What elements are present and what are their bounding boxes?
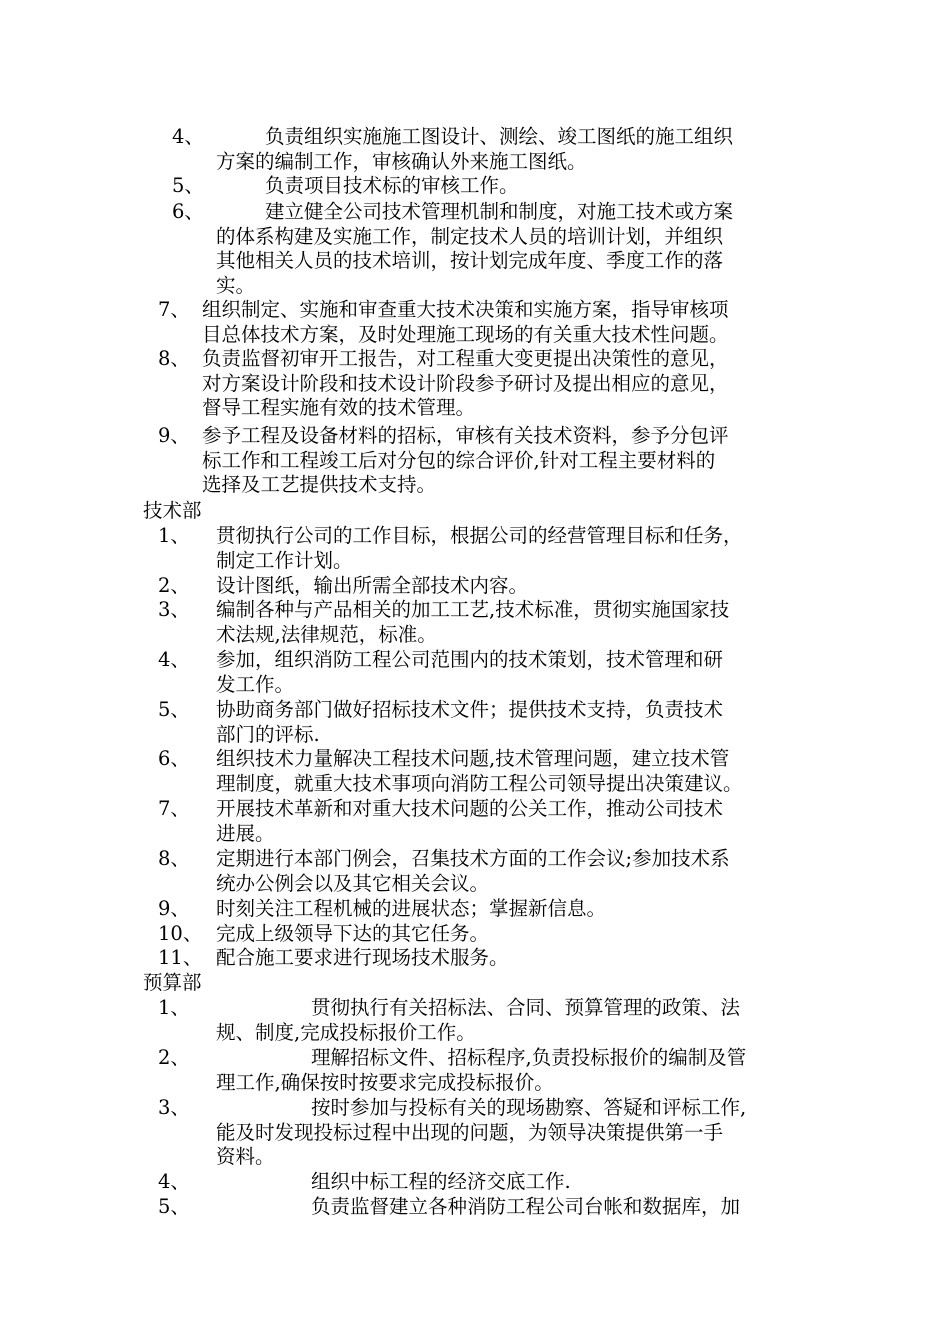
item-number: 9、: [158, 897, 190, 920]
item-text-line: 的体系构建及实施工作，制定技术人员的培训计划，并组织: [216, 224, 724, 248]
item-text-line: 时刻关注工程机械的进展状态；掌握新信息。: [216, 897, 607, 920]
item-number: 4、: [172, 125, 204, 148]
item-number: 5、: [158, 1195, 190, 1218]
item-number: 11、: [158, 946, 203, 969]
item-text-line: 参予工程及设备材料的招标，审核有关技术资料，参予分包评: [202, 424, 729, 447]
item-number: 7、: [158, 797, 190, 820]
item-text-line: 制定工作计划。: [216, 548, 353, 572]
item-number: 9、: [158, 424, 190, 447]
item-number: 2、: [158, 574, 190, 597]
item-number: 5、: [172, 174, 204, 197]
item-number: 2、: [158, 1046, 190, 1069]
item-text-line: 组织制定、实施和审查重大技术决策和实施方案，指导审核项: [202, 298, 729, 321]
item-text-line: 配合施工要求进行现场技术服务。: [216, 946, 509, 969]
item-text-line: 实。: [216, 273, 256, 297]
item-number: 4、: [158, 648, 190, 671]
item-text-line: 定期进行本部门例会，召集技术方面的工作会议;参加技术系: [216, 847, 730, 870]
item-text-line: 方案的编制工作，审核确认外来施工图纸。: [216, 149, 587, 173]
item-number: 6、: [158, 747, 190, 770]
item-number: 5、: [158, 698, 190, 721]
section-heading-tech: 技术部: [143, 499, 202, 522]
item-text-line: 目总体技术方案，及时处理施工现场的有关重大技术性问题。: [202, 322, 729, 346]
item-number: 1、: [158, 524, 190, 547]
item-text-line: 统办公例会以及其它相关会议。: [216, 871, 490, 895]
item-text-line: 选择及工艺提供技术支持。: [202, 473, 437, 496]
item-text-line: 督导工程实施有效的技术管理。: [202, 396, 476, 419]
item-number: 4、: [158, 1170, 190, 1193]
item-text-line: 术法规,法律规范，标准。: [216, 622, 437, 646]
item-number: 8、: [158, 347, 190, 370]
item-text-line: 参加，组织消防工程公司范围内的技术策划，技术管理和研: [216, 648, 724, 671]
item-text-line: 按时参加与投标有关的现场勘察、答疑和评标工作,: [311, 1096, 747, 1119]
item-number: 7、: [158, 298, 190, 321]
item-text-line: 协助商务部门做好招标技术文件；提供技术支持，负责技术: [216, 698, 724, 721]
item-text-line: 进展。: [216, 821, 275, 845]
item-number: 10、: [158, 922, 203, 945]
item-number: 3、: [158, 598, 190, 621]
item-number: 3、: [158, 1096, 190, 1119]
item-text-line: 完成上级领导下达的其它任务。: [216, 922, 490, 945]
item-text-line: 贯彻执行公司的工作目标，根据公司的经营管理目标和任务，: [216, 524, 743, 547]
item-text-line: 理解招标文件、招标程序,负责投标报价的编制及管: [311, 1046, 747, 1069]
item-text-line: 理工作,确保按时按要求完成投标报价。: [216, 1070, 554, 1094]
item-text-line: 编制各种与产品相关的加工工艺,技术标准，贯彻实施国家技: [216, 598, 730, 621]
item-text-line: 负责组织实施施工图设计、测绘、竣工图纸的施工组织: [265, 125, 734, 148]
item-text-line: 负责监督初审开工报告，对工程重大变更提出决策性的意见，: [202, 347, 729, 370]
section-heading-budget: 预算部: [143, 971, 202, 994]
item-text-line: 组织技术力量解决工程技术问题,技术管理问题，建立技术管: [216, 747, 730, 770]
item-text-line: 发工作。: [216, 672, 295, 696]
item-text-line: 规、制度,完成投标报价工作。: [216, 1020, 476, 1044]
item-text-line: 开展技术革新和对重大技术问题的公关工作，推动公司技术: [216, 797, 724, 820]
item-text-line: 组织中标工程的经济交底工作.: [311, 1170, 571, 1193]
item-number: 8、: [158, 847, 190, 870]
item-text-line: 能及时发现投标过程中出现的问题，为领导决策提供第一手: [216, 1120, 724, 1144]
item-text-line: 资料。: [216, 1145, 275, 1168]
item-number: 6、: [172, 200, 204, 223]
item-text-line: 设计图纸，输出所需全部技术内容。: [216, 574, 529, 597]
item-text-line: 负责监督建立各种消防工程公司台帐和数据库，加: [311, 1195, 741, 1218]
item-text-line: 负责项目技术标的审核工作。: [265, 174, 519, 197]
item-text-line: 其他相关人员的技术培训，按计划完成年度、季度工作的落: [216, 249, 724, 272]
item-number: 1、: [158, 996, 190, 1019]
item-text-line: 部门的评标.: [216, 722, 320, 746]
item-text-line: 对方案设计阶段和技术设计阶段参予研讨及提出相应的意见，: [202, 371, 729, 395]
item-text-line: 理制度，就重大技术事项向消防工程公司领导提出决策建议。: [216, 771, 743, 795]
item-text-line: 标工作和工程竣工后对分包的综合评价,针对工程主要材料的: [202, 448, 716, 472]
item-text-line: 贯彻执行有关招标法、合同、预算管理的政策、法: [311, 996, 741, 1019]
item-text-line: 建立健全公司技术管理机制和制度，对施工技术或方案: [265, 200, 734, 223]
